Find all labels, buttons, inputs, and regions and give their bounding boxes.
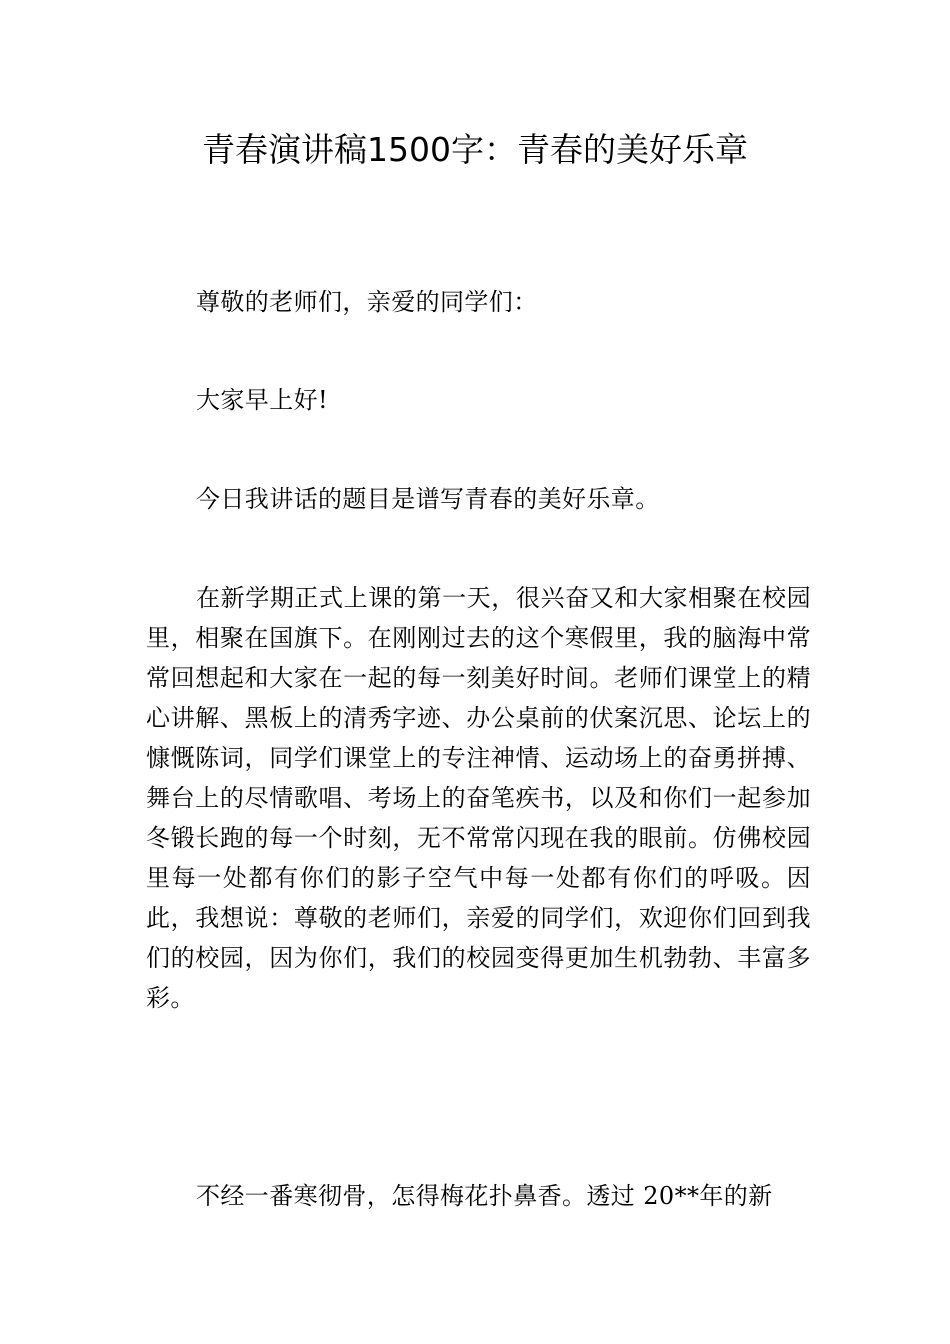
salutation-paragraph: 尊敬的老师们，亲爱的同学们： xyxy=(196,288,538,316)
topic-paragraph: 今日我讲话的题目是谱写青春的美好乐章。 xyxy=(196,485,660,513)
greeting-paragraph: 大家早上好! xyxy=(196,386,329,414)
body-paragraph: 在新学期正式上课的第一天，很兴奋又和大家相聚在校园里，相聚在国旗下。在刚刚过去的这个寒假里，我的脑海中常常回想起和大家在一起的每一刻美好时间。老师们课堂上的精心讲解、黑板上的清秀字迹、办公桌前的伏案沉思、论坛上的慷慨陈词，同学们课堂上的专注神情、运动场上的奋勇拼搏、舞台上的尽情歌唱、考场上的奋笔疾书，以及和你们一起参加冬锻长跑的每一个时刻，无不常常闪现在我的眼前。仿佛校园里每一处都有你们的影子空气中每一处都有你们的呼吸。因此，我想说：尊敬的老师们，亲爱的同学们，欢迎你们回到我们的校园，因为你们，我们的校园变得更加生机勃勃、丰富多彩。 xyxy=(146,584,811,1012)
document-title: 青春演讲稿1500字：青春的美好乐章 xyxy=(202,130,748,169)
body-paragraph-continued: 不经一番寒彻骨，怎得梅花扑鼻香。透过 20**年的新 xyxy=(196,1182,773,1210)
